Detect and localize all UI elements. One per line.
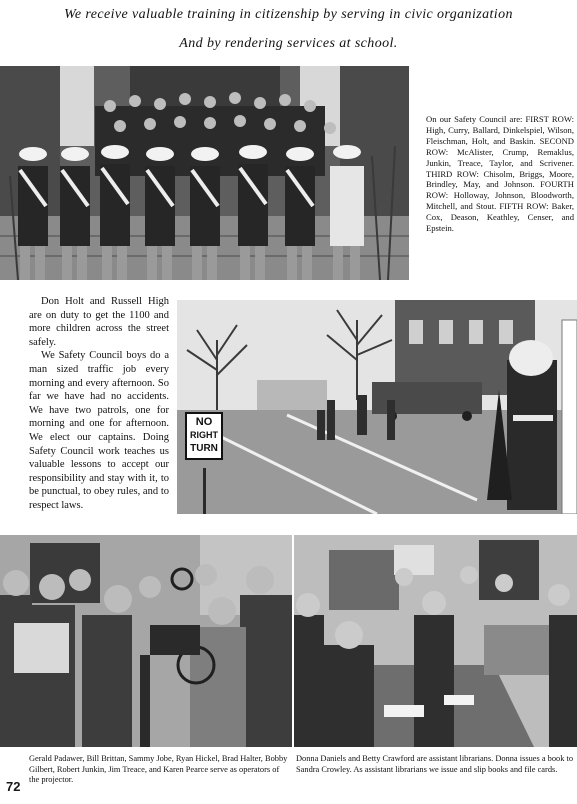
article-paragraph-1: Don Holt and Russell High are on duty to get the 1100 and more children across the street safely. xyxy=(29,296,169,348)
header-line-2: And by rendering services at school. xyxy=(179,36,398,51)
article-paragraph-2: We Safety Council boys do a man sized traffic job every morning and every afternoon. So far we have had no accidents. We have two patrols, one for morning and one for afternoon. We elect our captains. Doing Safety Council work teaches us valuable lessons to accept our responsibility and stay with it, to be punctual, to obey rules, and to respect laws. xyxy=(29,350,169,511)
sign-line-1: NO xyxy=(195,416,213,428)
sign-line-2: RIGHT xyxy=(190,430,218,440)
librarians-caption: Donna Daniels and Betty Crawford are assistant librarians. Donna issues a book to Sandra Crowley. As assistant librarians we issue and slip books and file cards. xyxy=(296,754,574,774)
sign-line-3: TURN xyxy=(190,443,218,454)
safety-council-article xyxy=(29,295,169,513)
library-photo xyxy=(294,535,577,747)
projector-operators-photo xyxy=(0,535,292,747)
header-line-1: We receive valuable training in citizenship by serving in civic organization xyxy=(64,7,513,22)
page-number: 72 xyxy=(6,779,21,794)
street-crossing-photo xyxy=(177,300,577,514)
no-right-turn-sign xyxy=(185,412,223,460)
safety-council-group-photo xyxy=(0,66,409,280)
safety-council-caption: On our Safety Council are: FIRST ROW: High, Curry, Ballard, Dinkelspiel, Wilson, Fleischman, Holt, and Baskin. SECOND ROW: McAlister, Crump, Remaklus, Junkin, Treace, Taylor, and Scrivener. THIRD ROW: Chisolm, Briggs, Moore, Brindley, May, and Johnson. FOURTH ROW: Holloway, Johnson, Bloodworth, Mitchell, and Stout. FIFTH ROW: Baker, Cox, Deason, Keathley, Censer, and Epstein. xyxy=(426,114,574,234)
projector-caption: Gerald Padawer, Bill Brittan, Sammy Jobe, Ryan Hickel, Brad Halter, Bobby Gilbert, Robert Junkin, Jim Treace, and Karen Pearce serve as operators of the projector. xyxy=(29,754,288,785)
